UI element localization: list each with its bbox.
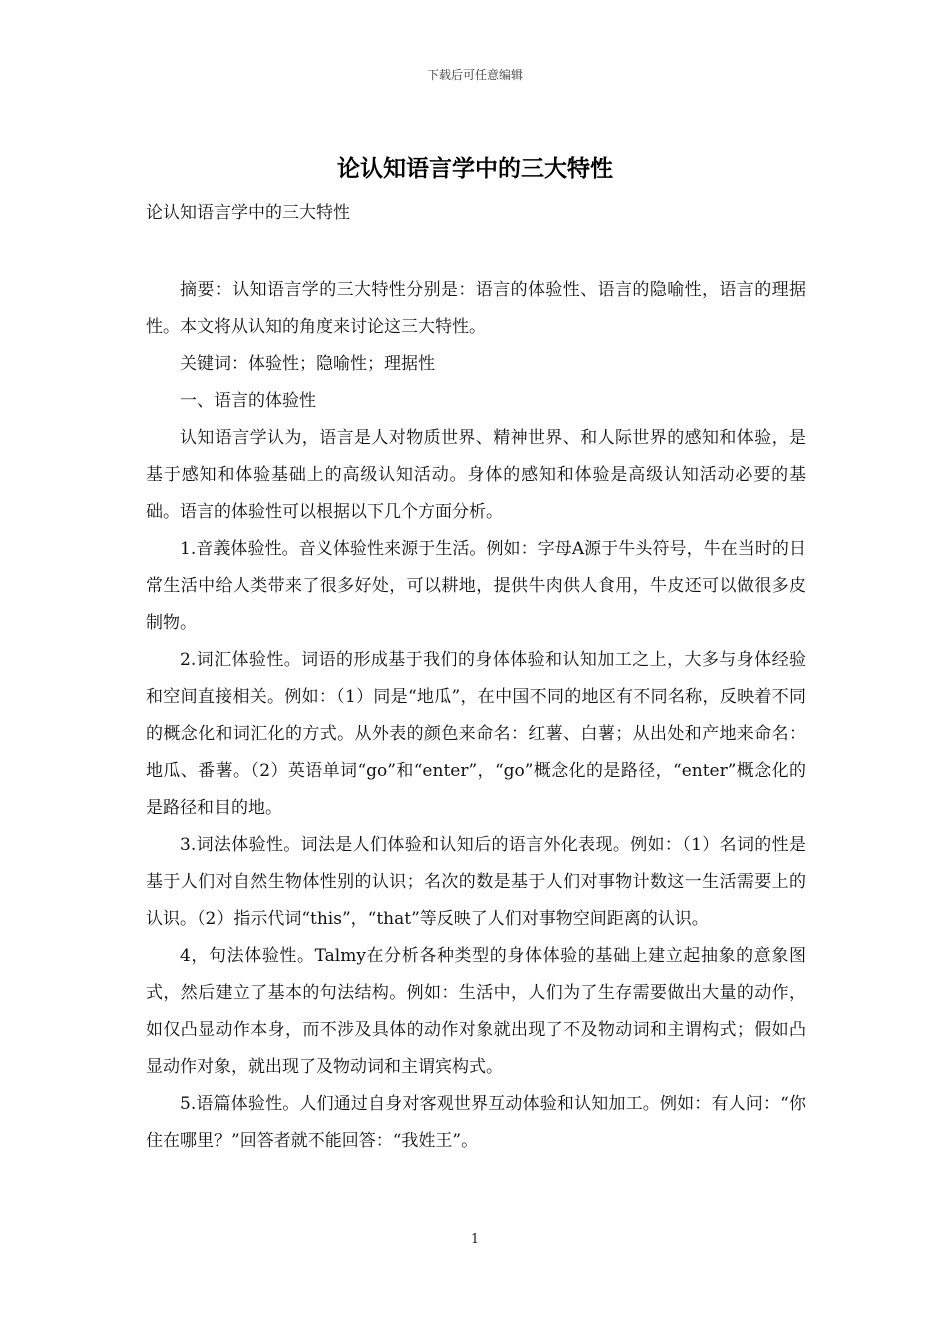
item-paragraph-1: 1.音義体验性。音义体验性来源于生活。例如：字母A源于牛头符号，牛在当时的日常生活中给人类带来了很多好处，可以耕地，提供牛肉供人食用，牛皮还可以做很多皮制物。 <box>146 539 806 633</box>
page-header: 下载后可任意编辑 <box>426 68 523 82</box>
keywords-paragraph: 关键词：体验性；隐喻性；理据性 <box>180 354 435 374</box>
document-title: 论认知语言学中的三大特性 <box>337 155 613 182</box>
document-body <box>146 272 806 1160</box>
page-number: 1 <box>470 1232 480 1247</box>
abstract-paragraph: 摘要：认知语言学的三大特性分别是：语言的体验性、语言的隐喻性，语言的理据性。本文将从认知的角度来讨论这三大特性。 <box>146 280 806 337</box>
intro-paragraph: 认知语言学认为，语言是人对物质世界、精神世界、和人际世界的感知和体验，是基于感知和体验基础上的高级认知活动。身体的感知和体验是高级认知活动必要的基础。语言的体验性可以根据以下几个方面分析。 <box>146 428 806 522</box>
document-subtitle: 论认知语言学中的三大特性 <box>146 203 350 223</box>
item-paragraph-5: 5.语篇体验性。人们通过自身对客观世界互动体验和认知加工。例如：有人问：“你住在哪里？”回答者就不能回答：“我姓王”。 <box>146 1094 806 1151</box>
item-paragraph-4: 4，句法体验性。Talmy在分析各种类型的身体体验的基础上建立起抽象的意象图式，然后建立了基本的句法结构。例如：生活中，人们为了生存需要做出大量的动作，如仅凸显动作本身，而不涉及具体的动作对象就出现了不及物动词和主谓构式；假如凸显动作对象，就出现了及物动词和主谓宾构式。 <box>146 946 806 1077</box>
section-heading: 一、语言的体验性 <box>180 391 316 411</box>
item-paragraph-3: 3.词法体验性。词法是人们体验和认知后的语言外化表现。例如：（1）名词的性是基于人们对自然生物体性别的认识；名次的数是基于人们对事物计数这一生活需要上的认识。（2）指示代词“this”，“that”等反映了人们对事物空间距离的认识。 <box>146 835 806 929</box>
item-paragraph-2: 2.词汇体验性。词语的形成基于我们的身体体验和认知加工之上，大多与身体经验和空间直接相关。例如：（1）同是“地瓜”，在中国不同的地区有不同名称，反映着不同的概念化和词汇化的方式。从外表的颜色来命名：红薯、白薯；从出处和产地来命名：地瓜、番薯。（2）英语单词“go”和“enter”，“go”概念化的是路径，“enter”概念化的是路径和目的地。 <box>146 650 806 818</box>
